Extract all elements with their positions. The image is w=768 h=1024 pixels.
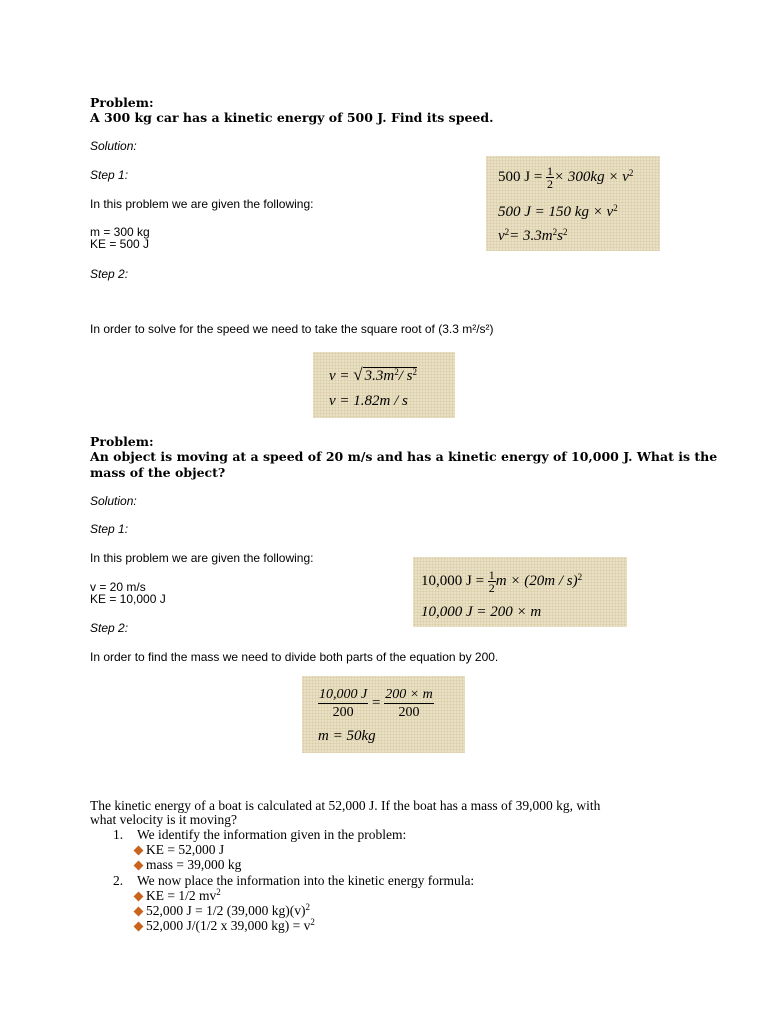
equation-image-2: [313, 352, 455, 418]
list-item-2-number: 2.: [113, 873, 124, 888]
diamond-bullet-icon: [134, 860, 144, 870]
eq3-line2: 10,000 J = 200 × m: [421, 604, 542, 620]
list-item-1-bullet-1: KE = 52,000 J: [133, 843, 224, 857]
problem2-given-intro: In this problem we are given the following:: [90, 551, 314, 565]
eq2-line1: v = √ $3.3m^2/$ $s^2$: [329, 365, 417, 384]
eq2-line2: v = 1.82m / s: [329, 393, 408, 409]
problem1-solution-label: Solution:: [90, 139, 137, 153]
problem2-question-line1: An object is moving at a speed of 20 m/s and has a kinetic energy of 10,000 J. What is the: [90, 449, 718, 464]
problem3-text-line2: what velocity is it moving?: [90, 812, 237, 827]
problem2-step2-label: Step 2:: [90, 621, 129, 635]
problem2-solution-label: Solution:: [90, 494, 137, 508]
equation-image-4: [302, 676, 465, 753]
problem1-step2-label: Step 2:: [90, 267, 129, 281]
eq4-line1: $\frac{10,000 J}{200}$ = $\frac{200 \times m}{200}$: [319, 687, 433, 720]
equation-image-1: [486, 156, 660, 251]
list-item-1-bullet-2: mass = 39,000 kg: [133, 858, 241, 872]
diamond-bullet-icon: [134, 845, 144, 855]
list-item-2-bullet-3: 52,000 J/(1/2 x 39,000 $kg) = v^2$: [133, 919, 315, 933]
problem1-step1-label: Step 1:: [90, 168, 129, 182]
problem1-heading: Problem:: [90, 95, 154, 110]
problem1-given-ke: KE = 500 J: [90, 237, 150, 251]
problem1-question: A 300 kg car has a kinetic energy of 500 J. Find its speed.: [90, 110, 494, 125]
eq3-line1: 10,000 J = $\frac{1}{2}$ m × (20m / s)$^2$: [421, 568, 583, 595]
list-item-2-bullet-1: KE = 1/2 $mv^2$: [133, 889, 221, 903]
diamond-bullet-icon: [134, 891, 144, 901]
problem2-given-velocity: v = 20 m/s: [90, 580, 146, 594]
list-item-1-number: 1.: [113, 827, 124, 842]
list-item-2-bullet-2: 52,000 J = 1/2 (39,000 $kg)(v)^2$: [133, 904, 310, 918]
problem1-given-intro: In this problem we are given the following:: [90, 197, 314, 211]
problem2-divide-text: In order to find the mass we need to divide both parts of the equation by 200.: [90, 650, 499, 664]
problem1-sqrt-text: In order to solve for the speed we need to take the square root of (3.3 m²/s²): [90, 322, 494, 336]
diamond-bullet-icon: [134, 921, 144, 931]
problem2-given-ke: KE = 10,000 J: [90, 592, 166, 606]
list-item-2-text: We now place the information into the kinetic energy formula:: [137, 873, 475, 888]
problem2-heading: Problem:: [90, 434, 154, 449]
eq1-line1: 500 J = $\frac{1}{2}$ × $300kg \times v^2$: [498, 164, 634, 191]
eq1-line3: $v^2= 3.3m^2s^2$: [498, 227, 568, 244]
eq1-line2: 500 J = 150 kg × $v^2$: [498, 203, 618, 220]
eq4-line2: m = 50kg: [318, 728, 376, 744]
problem2-step1-label: Step 1:: [90, 522, 129, 536]
equation-image-3: [413, 557, 627, 627]
problem3-text-line1: The kinetic energy of a boat is calculated at 52,000 J. If the boat has a mass of 39,000 kg, with: [90, 798, 601, 813]
list-item-1-text: We identify the information given in the problem:: [137, 827, 407, 842]
diamond-bullet-icon: [134, 906, 144, 916]
problem2-question-line2: mass of the object?: [90, 465, 226, 480]
problem1-given-mass: m = 300 kg: [90, 225, 150, 239]
